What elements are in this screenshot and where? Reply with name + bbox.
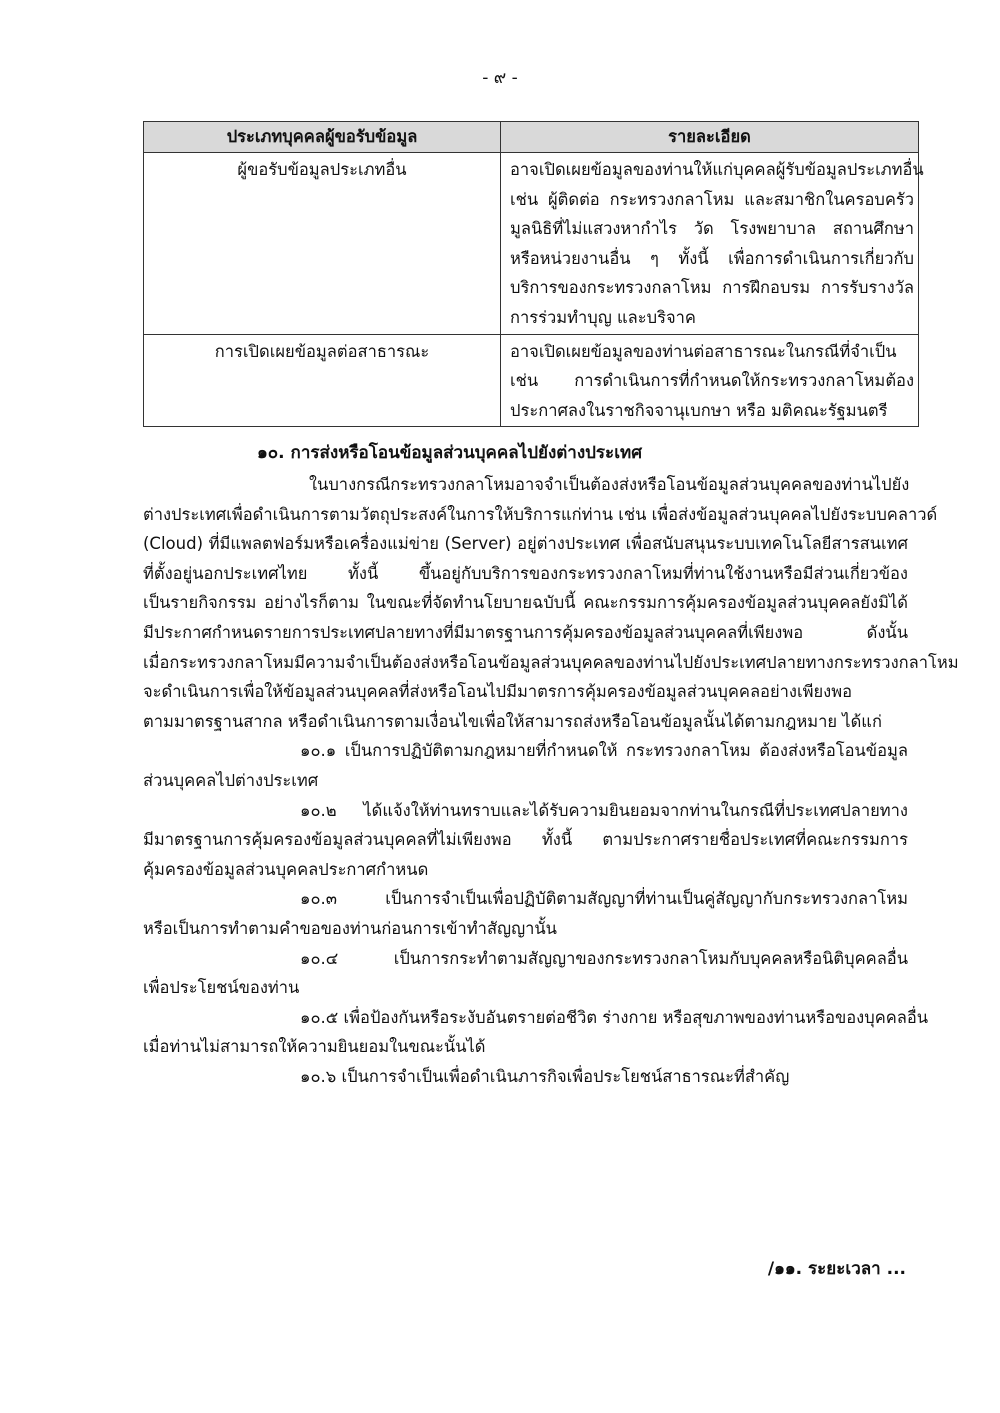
table-header-row: [144, 122, 919, 153]
detail-line: หรือหน่วยงานอื่น ๆ ทั้งนี้ เพื่อการดำเนินการเกี่ยวกับ: [510, 248, 914, 268]
table-cell-recipient-type: การเปิดเผยข้อมูลต่อสาธารณะ: [144, 334, 501, 427]
detail-line: อาจเปิดเผยข้อมูลของท่านต่อสาธารณะในกรณีที่จำเป็น: [510, 341, 897, 361]
next-page-reference: /๑๑. ระยะเวลา ...: [767, 1259, 906, 1279]
list-item: [143, 736, 908, 795]
list-item-line: ๑๐.๖ เป็นการจำเป็นเพื่อดำเนินภารกิจเพื่อประโยชน์สาธารณะที่สำคัญ: [300, 1066, 790, 1086]
list-item-line: ๑๐.๑ เป็นการปฏิบัติตามกฎหมายที่กำหนดให้ กระทรวงกลาโหม ต้องส่งหรือโอนข้อมูล: [300, 741, 908, 761]
recipient-type-table: [143, 121, 924, 427]
paragraph-line: ตามมาตรฐานสากล หรือดำเนินการตามเงื่อนไขเพื่อให้สามารถส่งหรือโอนข้อมูลนั้นได้ตามกฎหมาย ได้แก่: [143, 711, 882, 731]
paragraph-line: เป็นรายกิจกรรม อย่างไรก็ตาม ในขณะที่จัดทำนโยบายฉบับนี้ คณะกรรมการคุ้มครองข้อมูลส่วนบุคคลยังมิได้: [143, 593, 908, 613]
detail-line: การร่วมทำบุญ และบริจาค: [510, 307, 696, 327]
paragraph-line: ที่ตั้งอยู่นอกประเทศไทย ทั้งนี้ ขึ้นอยู่กับบริการของกระทรวงกลาโหมที่ท่านใช้งานหรือมีส่วนเกี่ยวข้อง: [143, 563, 908, 583]
list-item: [143, 944, 908, 1003]
list-item-line: มีมาตรฐานการคุ้มครองข้อมูลส่วนบุคคลที่ไม่เพียงพอ ทั้งนี้ ตามประกาศรายชื่อประเทศที่คณะกรรมการ: [143, 830, 908, 850]
list-item-line: เพื่อประโยชน์ของท่าน: [143, 978, 300, 998]
page-number: - ๙ -: [482, 68, 518, 88]
list-item-line: คุ้มครองข้อมูลส่วนบุคคลประกาศกำหนด: [143, 859, 429, 879]
list-item-line: ๑๐.๕ เพื่อป้องกันหรือระงับอันตรายต่อชีวิต ร่างกาย หรือสุขภาพของท่านหรือของบุคคลอื่น: [300, 1007, 929, 1027]
paragraph-line: ต่างประเทศเพื่อดำเนินการตามวัตถุประสงค์ในการให้บริการแก่ท่าน เช่น เพื่อส่งข้อมูลส่วนบุคคลไปยังระบบคลาวด์: [143, 504, 938, 524]
table-row: [144, 153, 919, 335]
table-row: [144, 334, 919, 427]
detail-line: เช่น ผู้ติดต่อ กระทรวงกลาโหม และสมาชิกในครอบครัว: [510, 189, 914, 209]
list-item: [143, 796, 908, 885]
list-item-line: ๑๐.๔ เป็นการกระทำตามสัญญาของกระทรวงกลาโหมกับบุคคลหรือนิติบุคคลอื่น: [300, 948, 908, 968]
section-heading: ๑๐. การส่งหรือโอนข้อมูลส่วนบุคคลไปยังต่างประเทศ: [257, 443, 642, 463]
list-item: [143, 884, 908, 943]
paragraph-line: จะดำเนินการเพื่อให้ข้อมูลส่วนบุคคลที่ส่งหรือโอนไปมีมาตรการคุ้มครองข้อมูลส่วนบุคคลอย่างเพียงพอ: [143, 682, 852, 702]
table-cell-details: [501, 153, 924, 335]
detail-line: อาจเปิดเผยข้อมูลของท่านให้แก่บุคคลผู้รับข้อมูลประเภทอื่น: [510, 160, 924, 179]
paragraph-line: มีประกาศกำหนดรายการประเทศปลายทางที่มีมาตรฐานการคุ้มครองข้อมูลส่วนบุคคลที่เพียงพอ ดังนั้น: [143, 622, 908, 642]
table-cell-recipient-type: ผู้ขอรับข้อมูลประเภทอื่น: [144, 153, 501, 335]
list-item-line: ส่วนบุคคลไปต่างประเทศ: [143, 770, 319, 790]
paragraph-line: ในบางกรณีกระทรวงกลาโหมอาจจำเป็นต้องส่งหรือโอนข้อมูลส่วนบุคคลของท่านไปยัง: [309, 475, 910, 494]
detail-line: ประกาศลงในราชกิจจานุเบกษา หรือ มติคณะรัฐมนตรี: [510, 400, 888, 420]
list-item: [143, 1062, 908, 1092]
section-paragraph: [143, 470, 959, 736]
section-body: [143, 470, 959, 1091]
list-item-line: หรือเป็นการทำตามคำขอของท่านก่อนการเข้าทำสัญญานั้น: [143, 918, 557, 938]
paragraph-line: (Cloud) ที่มีแพลตฟอร์มหรือเครื่องแม่ข่าย (Server) อยู่ต่างประเทศ เพื่อสนับสนุนระบบเทคโนโลยีสารสนเทศ: [143, 534, 908, 554]
detail-line: มูลนิธิที่ไม่แสวงหากำไร วัด โรงพยาบาล สถานศึกษา: [510, 219, 914, 239]
table-header-details: รายละเอียด: [501, 122, 919, 153]
detail-line: เช่น การดำเนินการที่กำหนดให้กระทรวงกลาโหมต้อง: [510, 371, 914, 391]
list-item: [143, 1003, 929, 1062]
list-item-line: เมื่อท่านไม่สามารถให้ความยินยอมในขณะนั้นได้: [143, 1037, 486, 1057]
paragraph-line: เมื่อกระทรวงกลาโหมมีความจำเป็นต้องส่งหรือโอนข้อมูลส่วนบุคคลของท่านไปยังประเทศปลายทางกระทรวงกลาโหม: [143, 652, 959, 672]
list-item-line: ๑๐.๓ เป็นการจำเป็นเพื่อปฏิบัติตามสัญญาที่ท่านเป็นคู่สัญญากับกระทรวงกลาโหม: [300, 889, 908, 909]
detail-line: บริการของกระทรวงกลาโหม การฝึกอบรม การรับรางวัล: [510, 278, 914, 298]
table-header-recipient-type: ประเภทบุคคลผู้ขอรับข้อมูล: [144, 122, 501, 153]
list-item-line: ๑๐.๒ ได้แจ้งให้ท่านทราบและได้รับความยินยอมจากท่านในกรณีที่ประเทศปลายทาง: [300, 800, 908, 820]
table-cell-details: [501, 334, 919, 427]
